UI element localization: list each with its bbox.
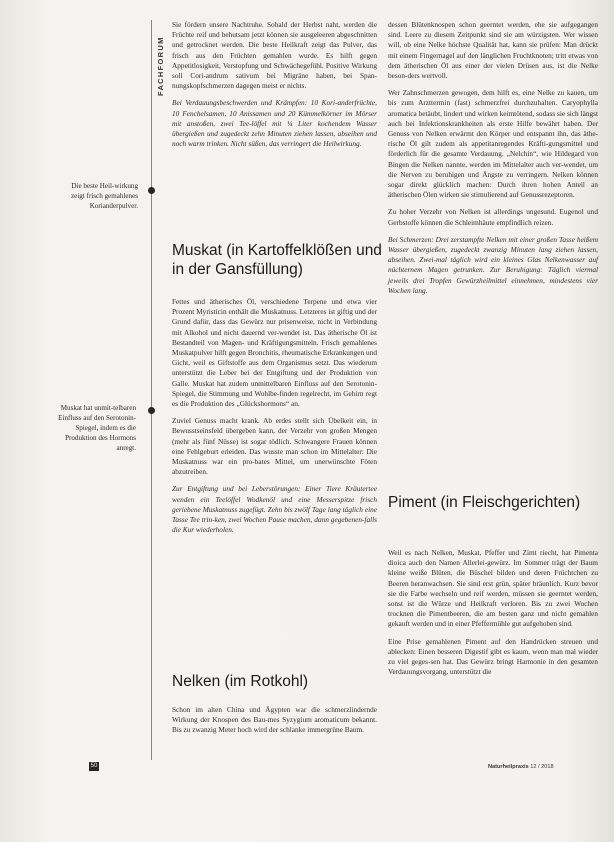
- body-paragraph: Fettes und ätherisches Öl, verschiedene Terpene und etwa vier Prozent Myristicin enthält die Muskatnuss. Letzteres ist giftig und der Grund dafür, dass das Gewürz nur prisenweise, nicht in Verbindung mit Alkohol und nicht dauernd ver-wendet ist. Das ätherische Öl ist Bestandteil von Magen- und Kräftigungsmitteln. Frisch gemahlenes Muskatpulver hilft gegen Bronchitis, rheumatische Erkrankungen und Gicht, weil es Giftstoffe aus dem Organismus setzt. Das wiederum unterstützt die Leber bei der Entgiftung und der Produktion von Galle. Muskat hat zudem unmittelbaren Einfluss auf den Serotonin-Spiegel, die Stimmung und Wohlbe-finden regelrecht, im Gehirn regt es die Produktion des „Glückshormons“ an.: [172, 297, 377, 409]
- recipe-paragraph: Bei Schmerzen: Drei zerstampfte Nelken mit einer großen Tasse heißem Wasser übergießen, zugedeckt zwanzig Minuten lang ziehen lassen, abseihen. Zwei-mal täglich wird ein kleines Glas Nelkenwasser auf nüchternem Magen getrunken. Zur Beruhigung: Täglich viermal jeweils drei Tropfen Gewürzheilmittel einnehmen, mindestens vier Wochen lang.: [388, 234, 598, 295]
- recipe-paragraph: Zur Entgiftung und bei Leberstörungen: Einer Tiere Kräutertee wenden ein Teelöffel Wodkenöl und eine Messerspitze frisch geriebene Muskatnuss zugefügt. Zehn bis zwölf Tage lang täglich eine Tasse Tee trin-ken, zwei Wochen Pause machen, dann gegebenen-falls die Kur wiederholen.: [172, 484, 377, 535]
- column-rule: [151, 20, 152, 760]
- body-paragraph: Eine Prise gemahlenen Piment auf den Handrücken streuen und ablecken: Einen besseren Digestif gibt es kaum, wenn man mal wieder zu viel geges-sen hat. Das Gewürz bringt Harmonie in den gesamten Verdauungsvorgang, unterstützt die: [388, 636, 598, 677]
- intro-paragraph: Sie fördern unsere Nachtruhe. Sobald der Herbst naht, werden die Früchte reif und behutsam jetzt können sie ausgeleeren abgeschnitten und getrocknet werden. Die beste Heilkraft zeigt das Pulver, das frisch aus den Früchten gemahlen wurde. Es hilft gegen Appetitlosigkeit, Verstopfung und Schwächegefühl. Positive Wirkung soll Cori-andrum sativum bei Migräne haben, bei Span-nungskopfschmerzen dagegen meist er nichts.: [172, 20, 377, 91]
- footer-issue: 12 / 2018: [530, 764, 554, 770]
- page-number: 50: [90, 763, 98, 769]
- heading-muskat: Muskat (in Kartoffelklößen und in der Gansfüllung): [172, 242, 382, 278]
- left-column: [172, 20, 377, 156]
- footer-journal: Naturheilpraxis: [488, 764, 529, 770]
- footer: [488, 764, 554, 770]
- body-paragraph: Wer Zahnschmerzen gewogen, dem hilft es, eine Nelke zu kauen, um bis zum Arzttermin (fast) schmerzfrei durchzuhalten. Caryophylla aromatica betäubt, lindert und wirken keimtötend, sodass sie sich längst auch bei Infektionskrankheiten als erste Hilfe bewährt haben. Der Genuss von Nelken erwärmt den Körper und entspannt ihn, das äthe-rische Öl gilt zudem als appetitanregendes Kräfti-gungsmittel und förderlich für die gesamte Verdauung. „Nelchin“, wie Hildegard von Bingen die Nelken nannte, werden im Mittelalter auch ver-wendet, um die Nerven zu beruhigen und Ängste zu verringern. Nelken können sogar direkt glücklich machen: Durch ihren hohen Anteil an ätherischen Ölen wirken sie stimulierend auf Genussrezeptoren.: [388, 88, 598, 200]
- muskat-section: [172, 297, 377, 542]
- heading-nelken: Nelken (im Rotkohl): [172, 673, 309, 690]
- margin-note-marker: [148, 187, 155, 194]
- right-column: [388, 20, 598, 303]
- body-paragraph: Zuviel Genuss macht krank. Ab erdes stellt sich Übelkeit ein, in Bewusstseinsfeld übergeben kann, der Verzehr von großen Mengen (mehr als fünf Nüsse) ist sogar tödlich. Schwangere Frauen können eine Fehlgeburt erleiden. Das wusste man schon im Mittelalter: Die Muskatnuss war ein pro-bates Mittel, um unerwünschte Föten abzutreiben.: [172, 416, 377, 477]
- section-label: FACHFORUM: [156, 36, 165, 96]
- nelken-section: [172, 705, 377, 743]
- body-paragraph: Zu hoher Verzehr von Nelken ist allerdings ungesund. Eugenol und Gerbstoffe können die Schleimhäute empfindlich reizen.: [388, 207, 598, 227]
- body-paragraph: Weil es nach Nelken, Muskat, Pfeffer und Zimt riecht, hat Pimenta dioica auch den Namen Allerlei-gewürz. Im Sommer trägt der Baum kleine weiße Blüten, die Büschel bilden und deren Früchtchen zu Beeren heranwachsen. Sie sind erst grün, später bräunlich. Kurz bevor sie die Farbe wechseln und reif werden, müssen sie geerntet werden, sonst ist die Würze und Heilkraft verloren. Bis zu zwei Wochen trocknen die Pimentbeeren, die am besten ganz und nicht gemahlen gekauft werden und in einer Pfeffermühle gut aufgehoben sind.: [388, 548, 598, 629]
- margin-note: Muskat hat unmit-telbaren Einfluss auf den Serotonin-Spiegel, indem es die Produktion des Hormons anregt.: [58, 404, 136, 452]
- margin-note: Die beste Heil-wirkung zeigt frisch gemahlenes Korianderpulver.: [71, 182, 138, 210]
- body-paragraph: dessen Blütenknospen schon geerntet werden, ehe sie aufgegangen sind. Leere zu diesem Zeitpunkt sind sie am würzigsten. Wer wissen will, ob eine Nelke höchste Qualität hat, kann sie prüfen: Man drückt mit einem Fingernagel auf den länglichen Fruchtknoten; tritt etwas von dem ätherischen Öl aus einer der vielen Drüsen aus, ist die Nelke beson-ders wertvoll.: [388, 20, 598, 81]
- margin-note-marker: [148, 407, 155, 414]
- recipe-paragraph: Bei Verdauungsbeschwerden und Krämpfen: 10 Kori-anderfrüchte, 10 Fenchelsamen, 10 Anissamen und 20 Kümmelkörner im Mörser mit anstoßen, zwei Tee-löffel mit ¼ Liter kochendem Wasser übergießen und zugedeckt zehn Minuten ziehen lassen, abseihen und noch warm trinken. Nicht süßen, das verringert die Heilwirkung.: [172, 98, 377, 149]
- piment-section: [388, 548, 598, 684]
- heading-piment: Piment (in Fleischgerichten): [388, 494, 581, 511]
- body-paragraph: Schon im alten China und Ägypten war die schmerzlindernde Wirkung der Knospen des Bau-mes Syzygium aromaticum bekannt. Bis zu zwanzig Meter hoch wird der schlanke immergrüne Baum.: [172, 705, 377, 735]
